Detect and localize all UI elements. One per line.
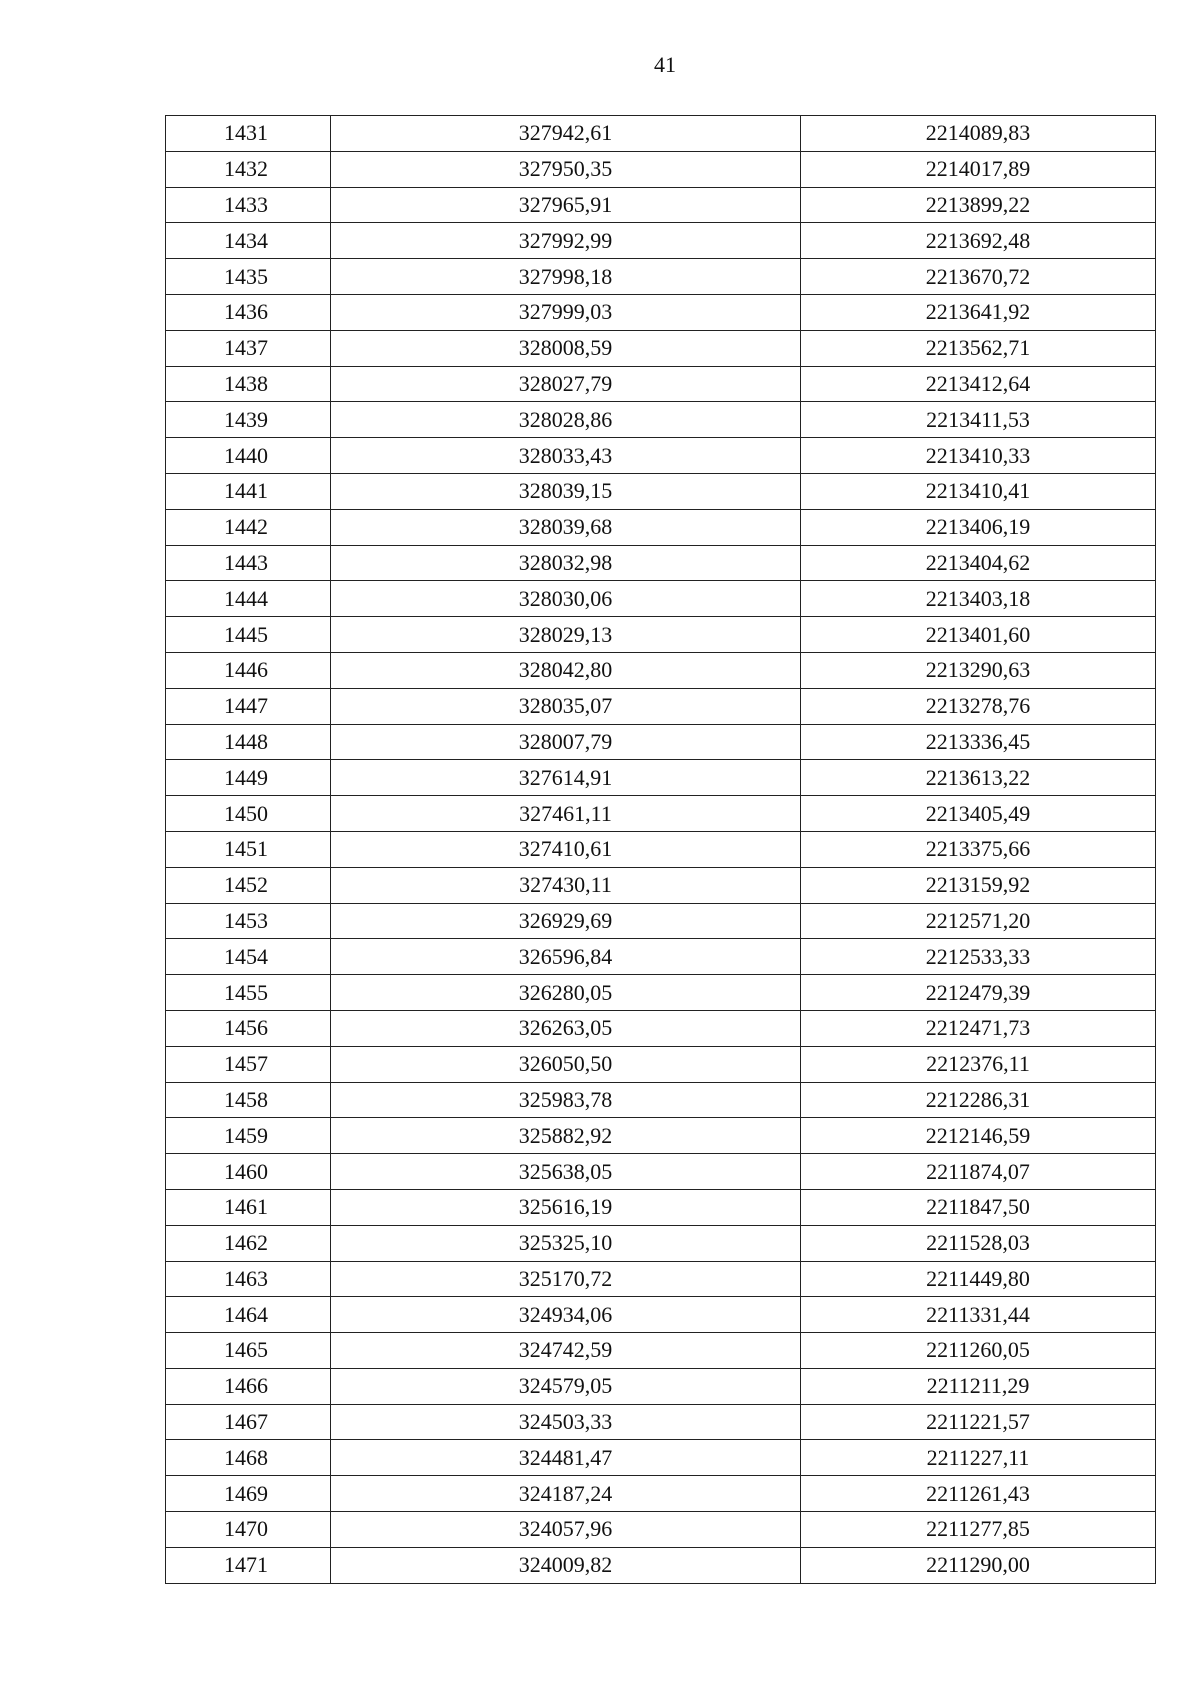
coordinates-table [165,115,1156,1584]
table-row [166,330,1156,366]
table-row [166,116,1156,152]
table-row [166,903,1156,939]
table-row [166,867,1156,903]
x-coordinate-cell: 327430,11 [331,867,801,903]
y-coordinate-cell: 2213670,72 [801,259,1156,295]
y-coordinate-cell: 2212471,73 [801,1010,1156,1046]
y-coordinate-cell: 2213412,64 [801,366,1156,402]
point-number-cell: 1453 [166,903,331,939]
y-coordinate-cell: 2211227,11 [801,1440,1156,1476]
point-number-cell: 1439 [166,402,331,438]
point-number-cell: 1440 [166,438,331,474]
y-coordinate-cell: 2211260,05 [801,1333,1156,1369]
x-coordinate-cell: 325616,19 [331,1189,801,1225]
x-coordinate-cell: 325983,78 [331,1082,801,1118]
y-coordinate-cell: 2211290,00 [801,1547,1156,1583]
table-row [166,796,1156,832]
x-coordinate-cell: 326050,50 [331,1046,801,1082]
table-row [166,366,1156,402]
point-number-cell: 1432 [166,151,331,187]
point-number-cell: 1457 [166,1046,331,1082]
table-row [166,1512,1156,1548]
table-row [166,1261,1156,1297]
y-coordinate-cell: 2211277,85 [801,1512,1156,1548]
y-coordinate-cell: 2213411,53 [801,402,1156,438]
y-coordinate-cell: 2212533,33 [801,939,1156,975]
point-number-cell: 1438 [166,366,331,402]
y-coordinate-cell: 2213159,92 [801,867,1156,903]
point-number-cell: 1435 [166,259,331,295]
point-number-cell: 1467 [166,1404,331,1440]
x-coordinate-cell: 328007,79 [331,724,801,760]
table-row [166,1547,1156,1583]
y-coordinate-cell: 2213375,66 [801,831,1156,867]
y-coordinate-cell: 2213336,45 [801,724,1156,760]
y-coordinate-cell: 2213562,71 [801,330,1156,366]
x-coordinate-cell: 326596,84 [331,939,801,975]
table-row [166,1333,1156,1369]
point-number-cell: 1470 [166,1512,331,1548]
x-coordinate-cell: 324934,06 [331,1297,801,1333]
y-coordinate-cell: 2213613,22 [801,760,1156,796]
point-number-cell: 1459 [166,1118,331,1154]
y-coordinate-cell: 2213403,18 [801,581,1156,617]
y-coordinate-cell: 2211331,44 [801,1297,1156,1333]
x-coordinate-cell: 327461,11 [331,796,801,832]
point-number-cell: 1465 [166,1333,331,1369]
table-row [166,617,1156,653]
table-row [166,688,1156,724]
y-coordinate-cell: 2212146,59 [801,1118,1156,1154]
x-coordinate-cell: 324009,82 [331,1547,801,1583]
table-row [166,438,1156,474]
x-coordinate-cell: 324742,59 [331,1333,801,1369]
y-coordinate-cell: 2213401,60 [801,617,1156,653]
point-number-cell: 1451 [166,831,331,867]
x-coordinate-cell: 325170,72 [331,1261,801,1297]
table-row [166,939,1156,975]
x-coordinate-cell: 326263,05 [331,1010,801,1046]
table-row [166,509,1156,545]
point-number-cell: 1468 [166,1440,331,1476]
point-number-cell: 1448 [166,724,331,760]
table-row [166,581,1156,617]
y-coordinate-cell: 2213899,22 [801,187,1156,223]
x-coordinate-cell: 325638,05 [331,1154,801,1190]
x-coordinate-cell: 325882,92 [331,1118,801,1154]
y-coordinate-cell: 2211847,50 [801,1189,1156,1225]
coordinates-table-body [166,116,1156,1584]
point-number-cell: 1454 [166,939,331,975]
point-number-cell: 1462 [166,1225,331,1261]
table-row [166,724,1156,760]
x-coordinate-cell: 324481,47 [331,1440,801,1476]
x-coordinate-cell: 324187,24 [331,1476,801,1512]
point-number-cell: 1458 [166,1082,331,1118]
point-number-cell: 1436 [166,294,331,330]
point-number-cell: 1460 [166,1154,331,1190]
x-coordinate-cell: 328027,79 [331,366,801,402]
x-coordinate-cell: 328035,07 [331,688,801,724]
x-coordinate-cell: 328008,59 [331,330,801,366]
x-coordinate-cell: 327950,35 [331,151,801,187]
point-number-cell: 1461 [166,1189,331,1225]
x-coordinate-cell: 327965,91 [331,187,801,223]
x-coordinate-cell: 327998,18 [331,259,801,295]
table-row [166,1010,1156,1046]
x-coordinate-cell: 324579,05 [331,1368,801,1404]
y-coordinate-cell: 2213641,92 [801,294,1156,330]
table-row [166,294,1156,330]
table-row [166,1368,1156,1404]
x-coordinate-cell: 325325,10 [331,1225,801,1261]
x-coordinate-cell: 328030,06 [331,581,801,617]
y-coordinate-cell: 2212479,39 [801,975,1156,1011]
y-coordinate-cell: 2213692,48 [801,223,1156,259]
y-coordinate-cell: 2211261,43 [801,1476,1156,1512]
y-coordinate-cell: 2213410,41 [801,473,1156,509]
y-coordinate-cell: 2211874,07 [801,1154,1156,1190]
y-coordinate-cell: 2213410,33 [801,438,1156,474]
point-number-cell: 1442 [166,509,331,545]
table-row [166,760,1156,796]
point-number-cell: 1469 [166,1476,331,1512]
point-number-cell: 1466 [166,1368,331,1404]
y-coordinate-cell: 2211221,57 [801,1404,1156,1440]
y-coordinate-cell: 2211211,29 [801,1368,1156,1404]
x-coordinate-cell: 324057,96 [331,1512,801,1548]
table-row [166,1046,1156,1082]
table-row [166,1189,1156,1225]
x-coordinate-cell: 328029,13 [331,617,801,653]
y-coordinate-cell: 2213278,76 [801,688,1156,724]
x-coordinate-cell: 328039,68 [331,509,801,545]
point-number-cell: 1449 [166,760,331,796]
y-coordinate-cell: 2213405,49 [801,796,1156,832]
point-number-cell: 1437 [166,330,331,366]
table-row [166,1404,1156,1440]
x-coordinate-cell: 326929,69 [331,903,801,939]
x-coordinate-cell: 327942,61 [331,116,801,152]
point-number-cell: 1450 [166,796,331,832]
table-row [166,652,1156,688]
point-number-cell: 1446 [166,652,331,688]
x-coordinate-cell: 328033,43 [331,438,801,474]
x-coordinate-cell: 327614,91 [331,760,801,796]
table-row [166,1118,1156,1154]
table-row [166,402,1156,438]
point-number-cell: 1443 [166,545,331,581]
y-coordinate-cell: 2212376,11 [801,1046,1156,1082]
table-row [166,151,1156,187]
y-coordinate-cell: 2214089,83 [801,116,1156,152]
table-row [166,1154,1156,1190]
table-row [166,1225,1156,1261]
y-coordinate-cell: 2212286,31 [801,1082,1156,1118]
point-number-cell: 1452 [166,867,331,903]
x-coordinate-cell: 327992,99 [331,223,801,259]
y-coordinate-cell: 2211528,03 [801,1225,1156,1261]
table-row [166,223,1156,259]
table-row [166,473,1156,509]
point-number-cell: 1464 [166,1297,331,1333]
x-coordinate-cell: 328032,98 [331,545,801,581]
x-coordinate-cell: 327410,61 [331,831,801,867]
table-row [166,1082,1156,1118]
x-coordinate-cell: 326280,05 [331,975,801,1011]
point-number-cell: 1463 [166,1261,331,1297]
table-row [166,259,1156,295]
point-number-cell: 1471 [166,1547,331,1583]
table-row [166,831,1156,867]
x-coordinate-cell: 328039,15 [331,473,801,509]
point-number-cell: 1455 [166,975,331,1011]
point-number-cell: 1447 [166,688,331,724]
x-coordinate-cell: 327999,03 [331,294,801,330]
x-coordinate-cell: 328042,80 [331,652,801,688]
y-coordinate-cell: 2211449,80 [801,1261,1156,1297]
point-number-cell: 1445 [166,617,331,653]
point-number-cell: 1433 [166,187,331,223]
page-number: 41 [654,52,676,77]
table-row [166,1440,1156,1476]
point-number-cell: 1441 [166,473,331,509]
y-coordinate-cell: 2213290,63 [801,652,1156,688]
table-row [166,545,1156,581]
table-row [166,975,1156,1011]
y-coordinate-cell: 2213406,19 [801,509,1156,545]
point-number-cell: 1444 [166,581,331,617]
x-coordinate-cell: 324503,33 [331,1404,801,1440]
table-row [166,1476,1156,1512]
point-number-cell: 1456 [166,1010,331,1046]
y-coordinate-cell: 2214017,89 [801,151,1156,187]
y-coordinate-cell: 2213404,62 [801,545,1156,581]
table-row [166,187,1156,223]
point-number-cell: 1434 [166,223,331,259]
table-row [166,1297,1156,1333]
x-coordinate-cell: 328028,86 [331,402,801,438]
y-coordinate-cell: 2212571,20 [801,903,1156,939]
point-number-cell: 1431 [166,116,331,152]
